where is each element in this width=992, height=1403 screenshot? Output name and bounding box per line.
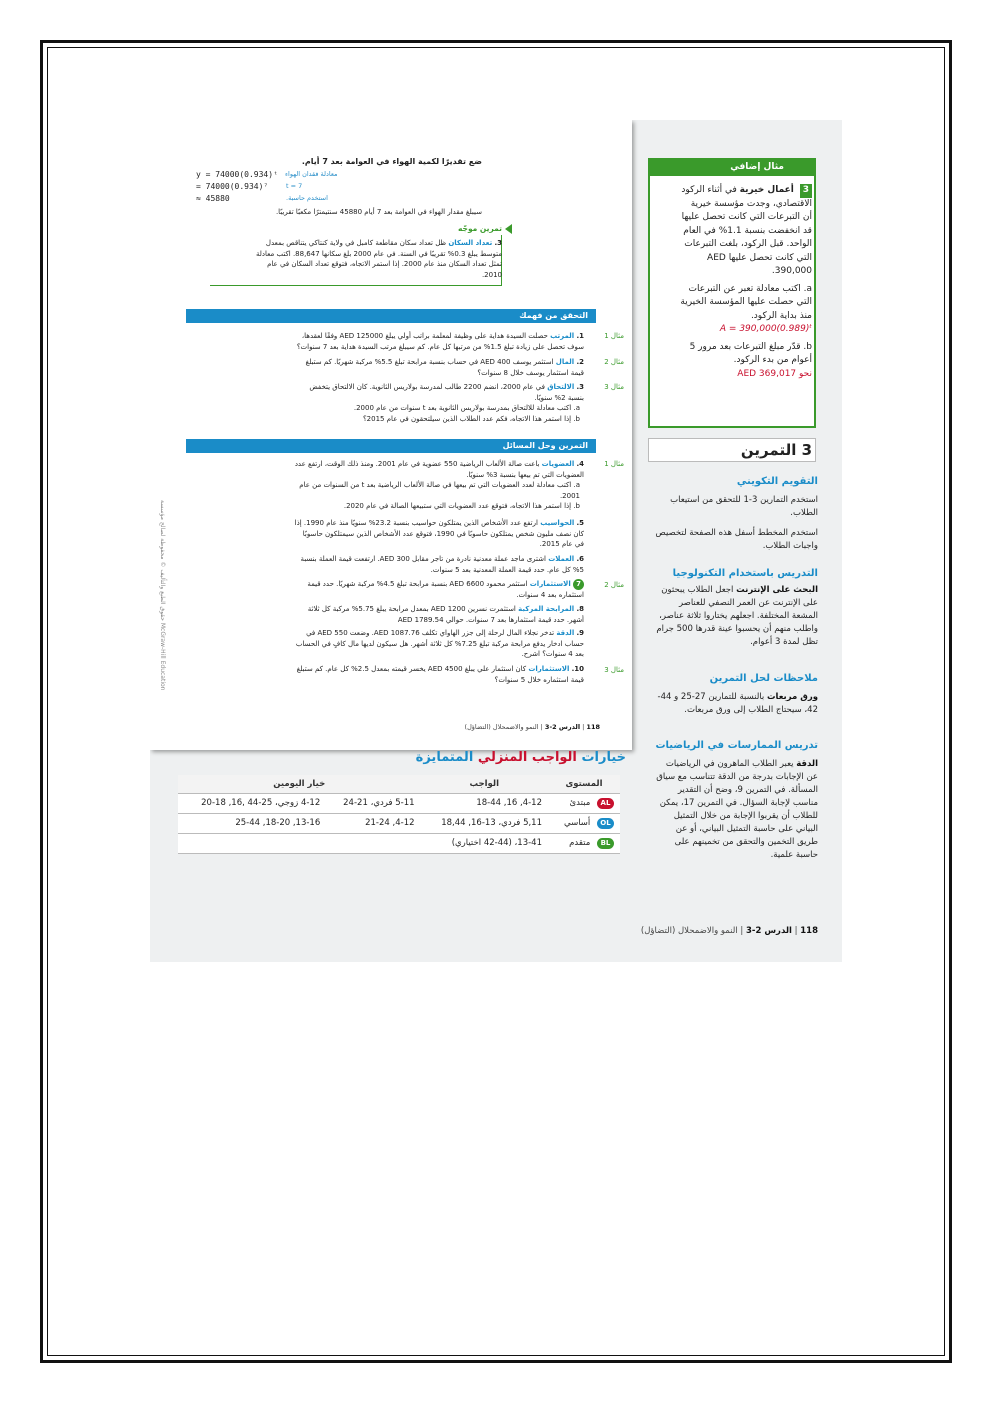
q-number: 9. — [576, 629, 584, 637]
homework-title-a: خيارات — [581, 750, 626, 765]
two-day-cell-a: 5-11 فردي، 21-24 — [326, 794, 420, 814]
example-label-1: مثال 1 — [604, 460, 624, 468]
answer-value: AED 369,017 — [737, 368, 797, 379]
page-number: 118 — [586, 723, 600, 731]
table-row — [178, 794, 620, 814]
table-row — [178, 834, 620, 854]
q-keyword: العضويات — [541, 460, 575, 468]
page-number: 118 — [800, 926, 818, 936]
q-number: 6. — [576, 555, 584, 563]
level-badge: OL — [597, 818, 614, 829]
practice-question-7 — [294, 579, 584, 601]
q-text: تدخر نجلاء المال لرحلة إلى جزر الهاواي تكلف AED 1087.76. وضعت AED 550 في حساب ادخار يدفع مرابحة مركبة تبلغ 7.25% كل ثلاثة أشهر. هل سيكون لديها مال كافٍ في الحساب بعد 4 سنوات؟ اشرح. — [295, 629, 584, 658]
practice-question-10 — [294, 664, 584, 685]
technology-heading: التدريس باستخدام التكنولوجيا — [672, 568, 818, 579]
equation-line-3: ≈ 45880 — [196, 194, 230, 203]
lesson-topic: النمو والاضمحلال (التضاؤل) — [640, 926, 738, 936]
student-sheet — [150, 120, 632, 750]
check-question-3 — [294, 382, 584, 424]
side-credit-text: حقوق الطبع والتأليف © محفوظة لصالح مؤسسة McGraw-Hill Education — [159, 500, 166, 691]
q-text: استثمر يوسف AED 400 في حساب بنسبة مرابحة تبلغ 5.5% مركبة شهريًا. كم ستبلغ قيمة استثمار يوسف خلال 8 سنوات؟ — [305, 358, 584, 377]
example-label-1: مثال 1 — [604, 332, 624, 340]
q-keyword: المرتب — [550, 332, 575, 340]
q-keyword: الاستثمارات — [529, 580, 571, 588]
example-part-b: b. قدّر مبلغ التبرعات بعد مرور 5 أعوام من بدء الركود. — [689, 341, 812, 365]
example-answer-a: A = 390,000(0.989)ᵗ — [719, 324, 812, 334]
q-keyword: الاستثمارات — [528, 665, 570, 673]
exercise-notes-text — [654, 691, 818, 717]
math-practices-text — [654, 758, 818, 862]
guided-arrow-icon — [505, 224, 512, 234]
q-keyword: الالتحاق — [547, 383, 575, 391]
table-header-row — [178, 775, 620, 794]
math-practices-heading: تدريس الممارسات في الرياضيات — [655, 740, 818, 751]
level-cell — [548, 834, 620, 854]
homework-table — [178, 775, 620, 854]
q-text: كان استثمار علي يبلغ AED 4500 يخسر قيمته بمعدل 2.5% كل عام. كم ستبلغ قيمة استثماره خلال 5 سنوات؟ — [296, 665, 584, 684]
example-keyword: أعمال خيرية — [739, 185, 794, 195]
equation-note-1: معادلة فقدان الهواء — [285, 170, 338, 178]
q-keyword: الدقة — [556, 629, 575, 637]
q-number: 3. — [576, 383, 584, 391]
exercise-notes-heading: ملاحظات لحل التمرين — [709, 673, 818, 684]
q-keyword: المال — [555, 358, 575, 366]
q-part-a: a. اكتب معادلة لعدد العضويات التي تم بيعها في صالة الألعاب الرياضية بعد t من السنوات من عام 2001. — [299, 481, 580, 500]
guided-number: 3. — [494, 239, 502, 247]
assignment-cell: 13-41، (42-44 اختياري) — [421, 834, 548, 854]
two-day-cell-b: 4-12 زوجي، 25-44 ,16, 18-20 — [178, 794, 326, 814]
q-part-b: b. إذا استمر هذا الاتجاه، فكم عدد الطلاب الذين سيلتحقون في عام 2015؟ — [362, 414, 580, 423]
practice-header: التمرين وحل المسائل — [186, 439, 596, 453]
q-text: استثمرت نسرين AED 1200 بمعدل مرابحة يبلغ 5.75% مركبة كل ثلاثة أشهر. حدد قيمة استثمارها بعد 7 سنوات. حوالي AED 1789.54 — [307, 605, 584, 624]
q-text: اشترى ماجد عملة معدنية نادرة من تاجر مقابل AED 300. ارتفعت قيمة العملة بنسبة 5% كل عام. حدد قيمة العملة المعدنية بعد 5 سنوات. — [300, 555, 584, 574]
q-number-circle: 7 — [573, 579, 584, 590]
example-label-2: مثال 2 — [604, 581, 624, 589]
solution-conclusion: سيبلغ مقدار الهواء في العوامة بعد 7 أيام 45880 سنتيمترًا مكعبًا تقريبًا. — [275, 208, 482, 216]
q-number: 4. — [576, 460, 584, 468]
example-label-3: مثال 3 — [604, 383, 624, 391]
page-footer: 118 | الدرس 2-3 | النمو والاضمحلال (التضاؤل) — [640, 926, 818, 936]
check-understanding-header: التحقق من فهمك — [186, 309, 596, 323]
technology-text — [654, 584, 818, 649]
q-keyword: العملات — [548, 555, 575, 563]
q-text: حصلت السيدة هداية على وظيفة لمعلمة براتب أولي يبلغ AED 125000 وفقًا لعقدها، سوف تحصل على زيادة تبلغ 1.5% من مرتبها كل عام. كم سيبلغ مرتب السيدة هداية بعد 7 سنوات؟ — [296, 332, 584, 351]
practices-keyword: الدقة — [796, 759, 818, 769]
level-label: أساسي — [564, 818, 591, 828]
q-part-b: b. إذا استمر هذا الاتجاه، فتوقع عدد العضويات التي ستبيعها الصالة في عام 2020. — [343, 502, 580, 510]
two-day-cell-b: 13-16, 18-20, 25-44 — [178, 814, 326, 834]
example-answer-b — [680, 368, 812, 382]
notes-keyword: ورق مربعات — [766, 692, 818, 702]
guided-rule-horizontal — [210, 285, 502, 286]
q-number: 1. — [576, 332, 584, 340]
level-badge: BL — [597, 838, 614, 849]
example-number: 3 — [800, 184, 812, 198]
lesson-label: الدرس 2-3 — [745, 926, 792, 936]
homework-title-c: المتمايزة — [415, 750, 474, 765]
formative-assessment-text-2: استخدم المخطط أسفل هذه الصفحة لتخصيص واجبات الطلاب. — [655, 528, 818, 551]
homework-options-title — [150, 750, 632, 765]
level-label: متقدم — [569, 838, 591, 848]
formative-assessment-text-1: استخدم التمارين 3-1 للتحقق من استيعاب الطلاب. — [670, 495, 818, 518]
header-assignment: الواجب — [421, 775, 548, 794]
guided-practice-label: تمرين موجّه — [458, 224, 502, 233]
level-label: مبتدئ — [569, 798, 591, 808]
example-part-a: a. اكتب معادلة تعبر عن التبرعات التي حصلت عليها المؤسسة الخيرية منذ بداية الركود. — [680, 283, 812, 321]
two-day-cell-a: 4-12, 21-24 — [326, 814, 420, 834]
assignment-cell: 4-12, 16, 18-44 — [421, 794, 548, 814]
guided-keyword: تعداد السكان — [448, 239, 493, 247]
q-text: استثمر محمود AED 6600 بنسبة مرابحة تبلغ 4.5% مركبة شهريًا. حدد قيمة استثماره بعد 4 سنوات. — [307, 580, 584, 599]
practice-question-5 — [294, 518, 584, 550]
textbook-page — [150, 120, 842, 962]
technology-body: اجعل الطلاب يبحثون على الإنترنت عن العمر النصفي للعناصر المشعة المختلفة. اجعلهم يختاروا ثلاثة عناصر، واطلب منهم أن يحسبوا عينة قدرها 500 جرام تظل لمدة 3 أعوام. — [656, 585, 818, 647]
q-number: 8. — [576, 605, 584, 613]
q-number: 10. — [571, 665, 584, 673]
q-text: في عام 2000، انضم 2200 طالب لمدرسة بولاريس الثانوية. كان الالتحاق يتخفض بنسبة 2% سنويًا. — [309, 383, 584, 402]
practices-body: يعبر الطلاب الماهرون في الرياضيات عن الإجابات بدرجة من الدقة تتناسب مع سياق المسألة. في التمرين 9، وضح أن التقدير مناسب لإجابة السؤال. في التمرين 17، يمكن للطلاب أن يقربوا الإجابة من خلال التمثيل البياني على حاسبة التمثيل البياني، أو عن طريق التخمين والتحقق من تخمينهم على حاسبة علمية. — [656, 759, 818, 860]
q-part-a: a. اكتب معادلة للالتحاق بمدرسة بولاريس الثانوية بعد t سنوات من عام 2000. — [353, 404, 580, 412]
practice-question-4 — [294, 459, 584, 512]
q-number: 5. — [576, 519, 584, 527]
two-day-cell-a — [326, 834, 420, 854]
practice-question-9 — [294, 628, 584, 660]
check-question-1 — [294, 331, 584, 352]
technology-keyword: البحث على الإنترنت — [736, 585, 818, 595]
header-level: المستوى — [548, 775, 620, 794]
notes-body: بالنسبة للتمارين 27-25 و 44-42، سيحتاج الطلاب إلى ورق مربعات. — [657, 692, 818, 715]
q-text: باعت صالة الألعاب الرياضية 550 عضوية في عام 2001. ومنذ ذلك الوقت، ارتفع عدد العضويات التي تم بيعها بنسبة 3% سنويًا. — [294, 460, 584, 479]
example-intro: في أثناء الركود الاقتصادي، وجدت مؤسسة خيرية أن التبرعات التي كانت تحصل عليها قد انخفضت بنسبة 1.1% في العام الواحد. قبل الركود، بلغت التبرعات التي كانت تحصل عليها AED 390,000. — [681, 185, 812, 276]
level-cell — [548, 794, 620, 814]
assignment-cell: 5,11 فردي، 13-16, 18,44 — [421, 814, 548, 834]
lesson-label: الدرس 2-3 — [544, 723, 581, 731]
header-two-day: خيار اليومين — [178, 775, 421, 794]
extra-example-title: مثال إضافي — [648, 158, 816, 176]
q-keyword: المرابحة المركبة — [518, 605, 575, 613]
practice-question-6 — [294, 554, 584, 575]
table-row — [178, 814, 620, 834]
teacher-column — [632, 120, 842, 962]
q-keyword: الحواسيب — [540, 519, 575, 527]
check-question-2 — [294, 357, 584, 378]
formative-assessment-heading: التقويم التكويني — [736, 476, 818, 487]
side-credit — [156, 500, 170, 730]
two-day-cell-b — [178, 834, 326, 854]
extra-example-content — [680, 184, 812, 381]
answer-prefix: نحو — [799, 368, 812, 379]
homework-title-b: الواجب المنزلي — [477, 750, 577, 765]
lesson-3-title: 3 التمرين — [740, 441, 812, 459]
level-badge: AL — [597, 798, 614, 809]
equation-note-3: استخدم حاسبة. — [286, 194, 328, 202]
solution-title: ضع تقديرًا لكمية الهواء في العوامة بعد 7 أيام. — [301, 157, 482, 166]
equation-line-1: y = 74000(0.934)ᵗ — [196, 170, 278, 179]
lesson-topic: النمو والاضمحلال (التضاؤل) — [464, 723, 539, 731]
equation-note-2: t = 7 — [286, 182, 303, 190]
q-number: 2. — [576, 358, 584, 366]
level-cell — [548, 814, 620, 834]
q-text: ارتفع عدد الأشخاص الذين يمتلكون حواسيب بنسبة 23.2% سنويًا منذ عام 1990. إذا كان نصف مليون شخص يمتلكون حاسوبًا في 1990، فتوقع عدد الأشخاص الذين سيمتلكون حاسوبًا في عام 2015. — [294, 519, 584, 548]
guided-practice-question — [247, 238, 502, 280]
example-label-3: مثال 3 — [604, 666, 624, 674]
sheet-footer: 118 | الدرس 2-3 | النمو والاضمحلال (التضاؤل) — [464, 723, 600, 731]
equation-line-2: = 74000(0.934)⁷ — [196, 182, 269, 191]
example-label-2: مثال 2 — [604, 358, 624, 366]
guided-text: ظل تعداد سكان مقاطعة كامبل في ولاية كنتاكي يتناقص بمعدل متوسط يبلغ 0.3% تقريبًا في السنة. في عام 2000 بلغ سكانها 88,647. اكتب معادلة تمثل تعداد السكان منذ عام 2000. إذا استمر الاتجاه، فتوقع تعداد السكان في عام 2010. — [255, 239, 502, 279]
practice-question-8 — [294, 604, 584, 625]
